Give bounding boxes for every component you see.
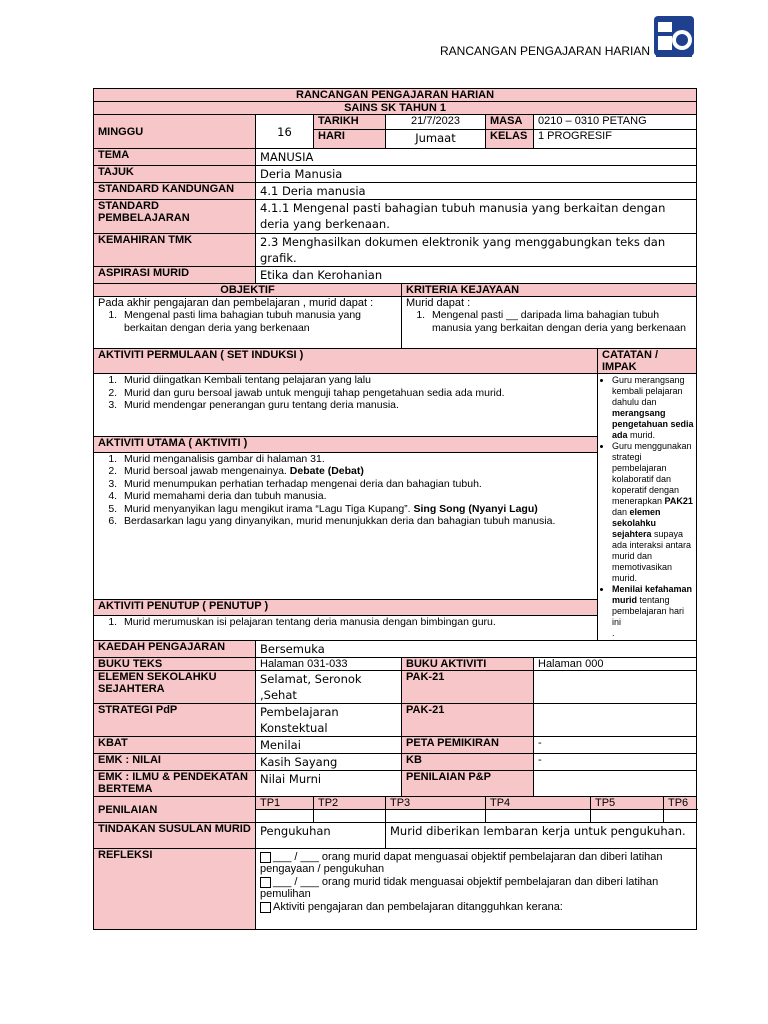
pak21b-label: PAK-21 <box>402 704 534 737</box>
tp1-label: TP1 <box>256 797 314 810</box>
emk-ilmu-value: Nilai Murni <box>256 771 402 797</box>
penutup-label: AKTIVITI PENUTUP ( PENUTUP ) <box>94 599 598 615</box>
pak21-value <box>534 671 697 704</box>
emk-nilai-value: Kasih Sayang <box>256 754 402 771</box>
tarikh-value: 21/7/2023 <box>386 115 486 130</box>
tp2-label: TP2 <box>314 797 386 810</box>
emk-ilmu-label: EMK : ILMU & PENDEKATAN BERTEMA <box>94 771 256 797</box>
tindakan-value-2: Murid diberikan lembaran kerja untuk pengukuhan. <box>386 823 697 849</box>
catatan-note-1: • Guru merangsang kembali pelajaran dahulu dan merangsang pengetahuan sedia ada murid. <box>612 375 694 441</box>
elemen-value: Selamat, Seronok ,Sehat <box>256 671 402 704</box>
refleksi-cell <box>256 849 697 930</box>
strategi-label: STRATEGI PdP <box>94 704 256 737</box>
aspirasi-value: Etika dan Kerohanian <box>256 267 697 284</box>
tp6-value <box>664 810 697 823</box>
catatan-label: CATATAN / IMPAK <box>598 349 697 374</box>
refleksi-line-2: ___ / ___ orang murid tidak menguasai objektif pembelajaran dan diberi latihan pemulihan <box>260 876 659 900</box>
sp-value: 4.1.1 Mengenal pasti bahagian tubuh manusia yang berkaitan dengan deria yang berkenaan. <box>256 200 697 234</box>
tp1-value <box>256 810 314 823</box>
kbat-value: Menilai <box>256 737 402 754</box>
sk-value: 4.1 Deria manusia <box>256 183 697 200</box>
kriteria-intro: Murid dapat : <box>406 297 471 309</box>
tmk-value: 2.3 Menghasilkan dokumen elektronik yang menggabungkan teks dan grafik. <box>256 234 697 267</box>
tp3-label: TP3 <box>386 797 486 810</box>
kelas-value: 1 PROGRESIF <box>534 130 697 149</box>
utama-item-2: 2. Murid bersoal jawab mengenainya. Debate (Debat) <box>120 465 593 478</box>
kaedah-label: KAEDAH PENGAJARAN <box>94 641 256 658</box>
permulaan-cell <box>94 374 598 437</box>
pak21b-value <box>534 704 697 737</box>
tarikh-label: TARIKH <box>314 115 386 130</box>
utama-label: AKTIVITI UTAMA ( AKTIVITI ) <box>94 436 598 452</box>
title-rph: RANCANGAN PENGAJARAN HARIAN <box>94 89 697 102</box>
buku-aktiviti-value: Halaman 000 <box>534 658 697 671</box>
utama-item-3: 3. Murid menumpukan perhatian terhadap mengenai deria dan bahagian tubuh. <box>120 478 593 491</box>
penilaian-pp-value <box>534 771 697 797</box>
tp4-value <box>486 810 591 823</box>
title-subject: SAINS SK TAHUN 1 <box>94 102 697 115</box>
tema-value: MANUSIA <box>256 149 697 166</box>
emk-nilai-label: EMK : NILAI <box>94 754 256 771</box>
penilaian-label: PENILAIAN <box>94 797 256 823</box>
refleksi-line-1: ___ / ___ orang murid dapat menguasai objektif pembelajaran dan diberi latihan pengayaan / pengukuhan <box>260 851 663 875</box>
tmk-label: KEMAHIRAN TMK <box>94 234 256 267</box>
kb-value: - <box>534 754 697 771</box>
header-title: RANCANGAN PENGAJARAN HARIAN <box>440 44 651 58</box>
utama-cell <box>94 452 598 599</box>
rph-table <box>93 88 697 930</box>
tajuk-label: TAJUK <box>94 166 256 183</box>
checkbox-refleksi-1[interactable] <box>260 852 271 863</box>
penutup-cell <box>94 615 598 640</box>
tajuk-value: Deria Manusia <box>256 166 697 183</box>
peta-label: PETA PEMIKIRAN <box>402 737 534 754</box>
tindakan-value-1: Pengukuhan <box>256 823 386 849</box>
buku-teks-label: BUKU TEKS <box>94 658 256 671</box>
sk-label: STANDARD KANDUNGAN <box>94 183 256 200</box>
permulaan-label: AKTIVITI PERMULAAN ( SET INDUKSI ) <box>94 349 598 374</box>
strategi-value: Pembelajaran Konstektual <box>256 704 402 737</box>
permulaan-item-1: 1. Murid diingatkan Kembali tentang pelajaran yang lalu <box>120 374 593 387</box>
minggu-value: 16 <box>256 115 314 149</box>
objektif-item: 1. Mengenal pasti lima bahagian tubuh manusia yang berkaitan dengan deria yang berkenaan <box>120 309 397 334</box>
tp4-label: TP4 <box>486 797 591 810</box>
kelas-label: KELAS <box>486 130 534 149</box>
tp2-value <box>314 810 386 823</box>
refleksi-label: REFLEKSI <box>94 849 256 930</box>
kaedah-value: Bersemuka <box>256 641 697 658</box>
sp-label: STANDARD PEMBELAJARAN <box>94 200 256 234</box>
utama-item-5: 5. Murid menyanyikan lagu mengikut irama “Lagu Tiga Kupang”. Sing Song (Nyanyi Lagu) <box>120 503 593 516</box>
catatan-note-2: • Guru menggunakan strategi pembelajaran kolaboratif dan koperatif dengan menerapkan PAK21 dan elemen sekolahku sejahtera supaya ada interaksi antara murid dan memotivasikan murid. <box>612 441 694 584</box>
kriteria-label: KRITERIA KEJAYAAN <box>402 284 697 297</box>
objektif-intro: Pada akhir pengajaran dan pembelajaran , murid dapat : <box>98 297 374 309</box>
utama-item-6: 6. Berdasarkan lagu yang dinyanyikan, murid menunjukkan deria dan bahagian tubuh manusia. <box>120 515 593 528</box>
objektif-cell <box>94 297 402 349</box>
refleksi-line-3: Aktiviti pengajaran dan pembelajaran ditangguhkan kerana: <box>260 901 692 913</box>
tema-label: TEMA <box>94 149 256 166</box>
kb-label: KB <box>402 754 534 771</box>
tp3-value <box>386 810 486 823</box>
permulaan-item-3: 3. Murid mendengar penerangan guru tentang deria manusia. <box>120 399 593 412</box>
permulaan-item-2: 2. Murid dan guru bersoal jawab untuk menguji tahap pengetahuan sedia ada murid. <box>120 387 593 400</box>
kbat-label: KBAT <box>94 737 256 754</box>
pak21-label: PAK-21 <box>402 671 534 704</box>
peta-value: - <box>534 737 697 754</box>
kriteria-item: 1. Mengenal pasti __ daripada lima bahagian tubuh manusia yang berkaitan dengan deria yang berkenaan <box>428 309 692 334</box>
hari-value: Jumaat <box>386 130 486 149</box>
tindakan-label: TINDAKAN SUSULAN MURID <box>94 823 256 849</box>
catatan-cell <box>598 374 697 641</box>
masa-label: MASA <box>486 115 534 130</box>
tp5-label: TP5 <box>591 797 664 810</box>
buku-aktiviti-label: BUKU AKTIVITI <box>402 658 534 671</box>
penilaian-pp-label: PENILAIAN P&P <box>402 771 534 797</box>
checkbox-refleksi-3[interactable] <box>260 902 271 913</box>
kriteria-cell <box>402 297 697 349</box>
elemen-label: ELEMEN SEKOLAHKU SEJAHTERA <box>94 671 256 704</box>
masa-value: 0210 – 0310 PETANG <box>534 115 697 130</box>
penutup-item: 1. Murid merumuskan isi pelajaran tentang deria manusia dengan bimbingan guru. <box>120 616 593 629</box>
tp6-label: TP6 <box>664 797 697 810</box>
minggu-label: MINGGU <box>94 115 256 149</box>
utama-item-4: 4. Murid memahami deria dan tubuh manusia. <box>120 490 593 503</box>
utama-item-1: 1. Murid menganalisis gambar di halaman 31. <box>120 453 593 466</box>
aspirasi-label: ASPIRASI MURID <box>94 267 256 284</box>
checkbox-refleksi-2[interactable] <box>260 877 271 888</box>
objektif-label: OBJEKTIF <box>94 284 402 297</box>
hari-label: HARI <box>314 130 386 149</box>
school-crest-logo-icon <box>652 14 696 60</box>
buku-teks-value: Halaman 031-033 <box>256 658 402 671</box>
catatan-note-3: • Menilai kefahaman murid tentang pembelajaran hari ini . <box>612 584 694 639</box>
tp5-value <box>591 810 664 823</box>
